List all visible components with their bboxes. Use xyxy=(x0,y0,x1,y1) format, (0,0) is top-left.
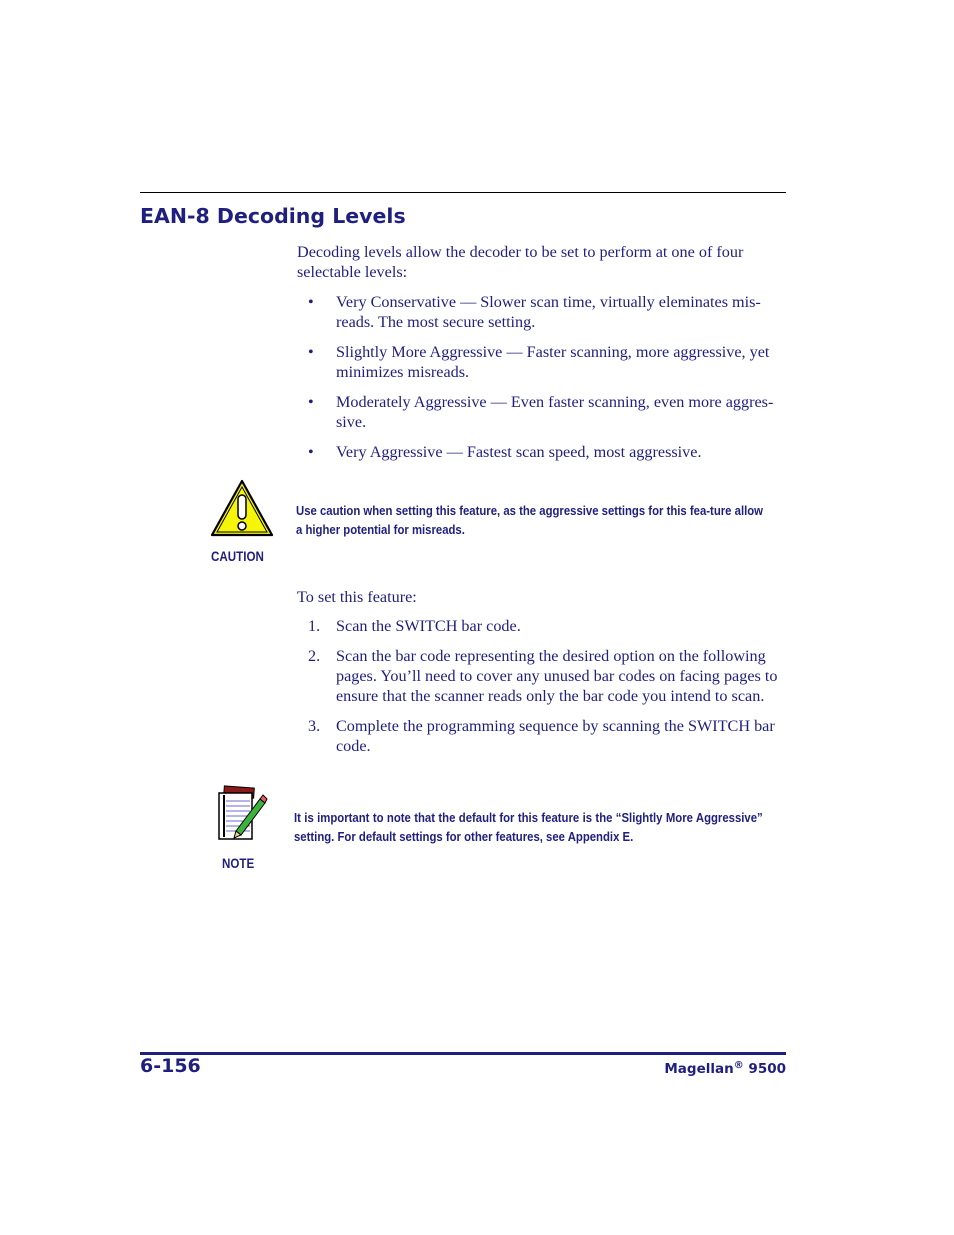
bullet-marker: • xyxy=(308,443,314,461)
footer-product-title xyxy=(664,1060,786,1077)
list-item xyxy=(297,342,787,382)
bullet-marker: • xyxy=(308,343,314,361)
list-item xyxy=(297,292,787,332)
intro-paragraph: Decoding levels allow the decoder to be set to perform at one of four selectable levels: xyxy=(297,243,744,281)
top-rule xyxy=(140,192,786,193)
registered-mark: ® xyxy=(733,1060,744,1071)
page-number: 6-156 xyxy=(140,1055,201,1077)
notepad-pencil-icon xyxy=(214,783,268,843)
warning-triangle-icon xyxy=(209,478,275,538)
step-number: 2. xyxy=(308,647,321,665)
list-item xyxy=(297,442,787,462)
procedure-steps xyxy=(297,616,787,766)
note-label: NOTE xyxy=(222,856,255,871)
note-text: It is important to note that the default for this feature is the “Slightly More Aggressive” setting. For default settings for other features, see Appendix E. xyxy=(294,810,763,844)
product-model: 9500 xyxy=(748,1061,786,1077)
product-name: Magellan xyxy=(664,1061,734,1077)
step-item xyxy=(297,646,787,706)
list-item-text: Slightly More Aggressive — Faster scanning, more aggressive, yet minimizes misreads. xyxy=(336,343,770,381)
bullet-marker: • xyxy=(308,293,314,311)
step-number: 3. xyxy=(308,717,321,735)
list-item-text: Very Aggressive — Fastest scan speed, most aggressive. xyxy=(336,443,702,461)
caution-label: CAUTION xyxy=(211,549,264,564)
step-text: Complete the programming sequence by scanning the SWITCH bar code. xyxy=(336,717,775,755)
step-text: Scan the SWITCH bar code. xyxy=(336,617,521,635)
list-item-text: Very Conservative — Slower scan time, virtually eleminates mis-reads. The most secure setting. xyxy=(336,293,761,331)
list-item xyxy=(297,392,787,432)
footer-rule xyxy=(140,1052,786,1055)
step-text: Scan the bar code representing the desired option on the following pages. You’ll need to cover any unused bar codes on facing pages to ensure that the scanner reads only the bar code you intend to scan. xyxy=(336,647,778,705)
procedure-intro: To set this feature: xyxy=(297,588,417,606)
step-item xyxy=(297,616,787,636)
section-heading: EAN-8 Decoding Levels xyxy=(140,204,406,228)
step-item xyxy=(297,716,787,756)
bullet-marker: • xyxy=(308,393,314,411)
step-number: 1. xyxy=(308,617,321,635)
caution-text: Use caution when setting this feature, as the aggressive settings for this fea-ture allow a higher potential for misreads. xyxy=(296,503,763,537)
decoding-levels-list xyxy=(297,292,787,472)
list-item-text: Moderately Aggressive — Even faster scanning, even more aggres-sive. xyxy=(336,393,774,431)
